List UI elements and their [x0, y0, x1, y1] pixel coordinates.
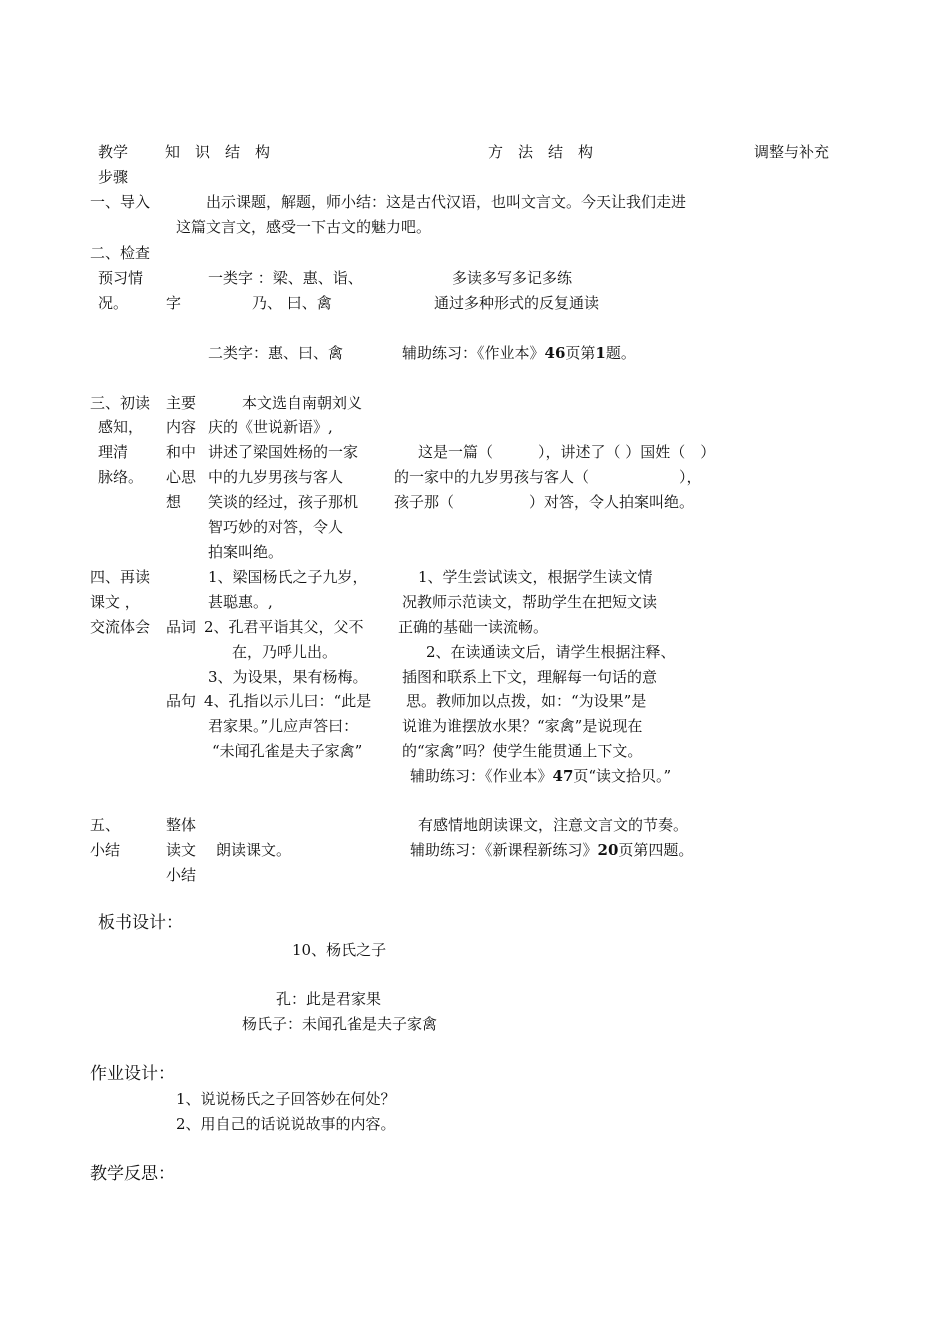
step5-label-1: 五、 [90, 816, 121, 834]
step5-m2: 辅助练习：《新课程新练习》20页第四题。 [410, 841, 694, 859]
step4-label-1: 四、再读 [90, 568, 151, 586]
step3-sub-2: 内容 [166, 418, 197, 436]
step2-m2: 通过多种形式的反复通读 [434, 294, 600, 312]
step5-sub-2: 读文 [166, 841, 197, 859]
step3-sub-3: 和中 [166, 443, 197, 461]
step2-m1: 多读多写多记多练 [452, 269, 573, 287]
reflection-heading: 教学反思： [90, 1164, 175, 1184]
board-title: 10、杨氏之子 [292, 941, 387, 959]
step3-label-4: 脉络。 [98, 468, 144, 486]
step4-label-2: 课文 ， [90, 593, 140, 611]
step3-k6: 智巧妙的对答，令人 [208, 518, 344, 536]
step5-sub-3: 小结 [166, 866, 197, 884]
step3-sub-4: 心思 [166, 468, 197, 486]
step4-m5: 插图和联系上下文，理解每一句话的意 [402, 668, 658, 686]
step2-m3: 辅助练习：《作业本》46页第1题。 [402, 344, 636, 362]
step3-k7: 拍案叫绝。 [208, 543, 284, 561]
step2-label-1: 二、检查 [90, 244, 151, 262]
header-adjust: 调整与补充 [754, 143, 830, 161]
step4-k4: 在，乃呼儿出。 [232, 643, 338, 661]
board-heading: 板书设计： [98, 913, 183, 933]
step5-m1: 有感情地朗读课文，注意文言文的节奏。 [418, 816, 689, 834]
header-knowledge: 知 识 结 构 [165, 143, 271, 161]
step4-m7: 说谁为谁摆放水果？“家禽”是说现在 [402, 717, 643, 735]
step4-sub-1: 品词 [166, 618, 197, 636]
step1-line1: 出示课题，解题，师小结：这是古代汉语，也叫文言文。今天让我们走进 [206, 193, 687, 211]
step5-sub-1: 整体 [166, 816, 197, 834]
step3-k3: 讲述了梁国姓杨的一家 [208, 443, 359, 461]
step4-k7: 君家果。”儿应声答曰： [208, 717, 359, 735]
header-method: 方 法 结 构 [488, 143, 594, 161]
step4-k6: 4、孔指以示儿曰：“此是 [204, 692, 372, 710]
step4-k3: 2、孔君平诣其父，父不 [204, 618, 364, 636]
step4-m9: 辅助练习：《作业本》47页“读文拾贝。” [410, 767, 672, 785]
step2-label-3: 况。 [98, 294, 129, 312]
step2-label-2: 预习情 [98, 269, 144, 287]
header-steps-2: 步骤 [98, 168, 129, 186]
step4-m1: 1、学生尝试读文，根据学生读文情 [418, 568, 653, 586]
step1-line2: 这篇文言文，感受一下古文的魅力吧。 [176, 218, 432, 236]
step4-sub-2: 品句 [166, 692, 197, 710]
step4-m3: 正确的基础一读流畅。 [398, 618, 549, 636]
step4-k2: 甚聪惠。, [208, 593, 273, 611]
step4-k5: 3、为设果，果有杨梅。 [208, 668, 368, 686]
step3-k1: 本文选自南朝刘义 [242, 394, 363, 412]
step3-m3: 孩子那（ ）对答，令人拍案叫绝。 [394, 493, 695, 511]
step2-k1: 一类字 ：梁、惠、诣、 [208, 269, 363, 287]
step3-sub-5: 想 [166, 493, 182, 511]
step4-k8: “未闻孔雀是夫子家禽” [212, 742, 363, 760]
homework-heading: 作业设计： [90, 1064, 175, 1084]
step4-m2: 况教师示范读文，帮助学生在把短文读 [402, 593, 658, 611]
step2-k3: 二类字：惠、曰、禽 [208, 344, 344, 362]
step4-label-3: 交流体会 [90, 618, 151, 636]
board-line2: 杨氏子：未闻孔雀是夫子家禽 [242, 1015, 438, 1033]
step3-label-1: 三、初读 [90, 394, 151, 412]
step4-m6: 思。教师加以点拨，如：“为设果”是 [406, 692, 647, 710]
step3-sub-1: 主要 [166, 394, 197, 412]
step3-k2: 庆的《世说新语》, [208, 418, 333, 436]
step3-k4: 中的九岁男孩与客人 [208, 468, 344, 486]
step4-m4: 2、在读通读文后，请学生根据注释、 [426, 643, 676, 661]
step4-k1: 1、梁国杨氏之子九岁， [208, 568, 368, 586]
step3-k5: 笑谈的经过，孩子那机 [208, 493, 359, 511]
homework-item-1: 1、说说杨氏之子回答妙在何处？ [176, 1090, 396, 1108]
homework-item-2: 2、用自己的话说说故事的内容。 [176, 1115, 396, 1133]
step2-sub: 字 [166, 294, 182, 312]
board-line1: 孔：此是君家果 [276, 990, 382, 1008]
step1-label: 一、导入 [90, 193, 151, 211]
step5-label-2: 小结 [90, 841, 121, 859]
step3-label-2: 感知， [98, 418, 144, 436]
header-steps: 教学 [98, 143, 129, 161]
step3-m1: 这是一篇（ ），讲述了（ ）国姓（ ） [418, 443, 716, 461]
step4-m8: 的“家禽”吗？使学生能贯通上下文。 [402, 742, 643, 760]
step3-m2: 的一家中的九岁男孩与客人（ ）， [394, 468, 702, 486]
step5-k1: 朗读课文。 [216, 841, 292, 859]
step3-label-3: 理清 [98, 443, 129, 461]
step2-k2: 乃、 曰、禽 [252, 294, 332, 312]
